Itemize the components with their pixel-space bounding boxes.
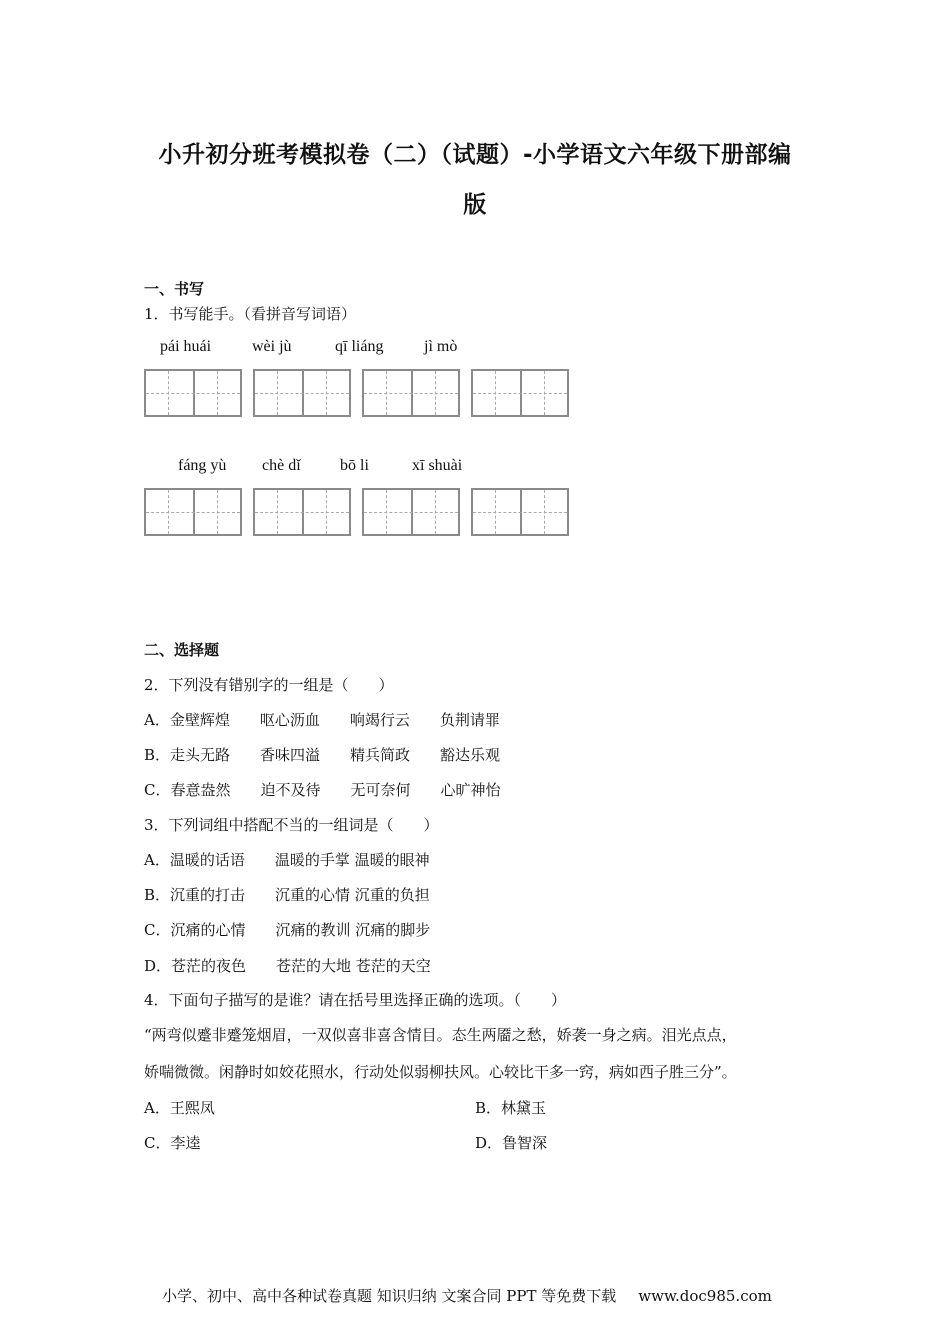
pinyin-8: xī shuài (412, 457, 463, 474)
question-2-option-c[interactable]: C．春意盎然 迫不及待 无可奈何 心旷神怡 (144, 781, 501, 799)
pinyin-6: chè dǐ (262, 457, 301, 474)
pinyin-5: fáng yù (178, 457, 227, 474)
question-2-option-a[interactable]: A．金壁辉煌 呕心沥血 响竭行云 负荆请罪 (144, 711, 500, 729)
writing-grid-1[interactable] (144, 369, 242, 417)
question-3-option-b[interactable]: B．沉重的打击 沉重的心情 沉重的负担 (144, 886, 430, 904)
writing-grid-2[interactable] (253, 369, 351, 417)
writing-grid-3[interactable] (362, 369, 460, 417)
writing-grid-8[interactable] (471, 488, 569, 536)
question-3-option-d[interactable]: D．苍茫的夜色 苍茫的大地 苍茫的天空 (144, 957, 431, 975)
question-2-stem: 2．下列没有错别字的一组是（ ） (144, 676, 394, 694)
pinyin-7: bō li (340, 457, 369, 474)
question-1-stem: 1．书写能手。（看拼音写词语） (144, 305, 357, 323)
question-4-option-d[interactable]: D．鲁智深 (475, 1134, 548, 1152)
page-footer (162, 1285, 772, 1306)
writing-grid-5[interactable] (144, 488, 242, 536)
pinyin-3: qī liáng (335, 338, 384, 355)
page-title-line2: 版 (463, 192, 487, 218)
writing-grid-6[interactable] (253, 488, 351, 536)
question-4-quote-line2: 娇喘微微。闲静时如姣花照水，行动处似弱柳扶风。心较比干多一窍，病如西子胜三分”。 (144, 1063, 737, 1081)
question-4-option-b[interactable]: B．林黛玉 (475, 1099, 547, 1117)
footer-url[interactable]: www.doc985.com (638, 1287, 772, 1305)
footer-text: 小学、初中、高中各种试卷真题 知识归纳 文案合同 PPT 等免费下载 (162, 1287, 617, 1305)
page-title-line1: 小升初分班考模拟卷（二）（试题）-小学语文六年级下册部编 (158, 142, 792, 168)
writing-grid-4[interactable] (471, 369, 569, 417)
question-3-option-c[interactable]: C．沉痛的心情 沉痛的教训 沉痛的脚步 (144, 921, 431, 939)
section2-heading: 二、选择题 (144, 641, 220, 659)
pinyin-1: pái huái (160, 338, 212, 355)
question-3-option-a[interactable]: A．温暖的话语 温暖的手掌 温暖的眼神 (144, 851, 430, 869)
question-3-stem: 3．下列词组中搭配不当的一组词是（ ） (144, 816, 439, 834)
question-4-quote-line1: “两弯似蹙非蹙笼烟眉，一双似喜非喜含情目。态生两靥之愁，娇袭一身之病。泪光点点， (144, 1026, 737, 1044)
pinyin-2: wèi jù (252, 338, 292, 355)
question-4-option-a[interactable]: A．王熙凤 (144, 1099, 215, 1117)
question-4-option-c[interactable]: C．李逵 (144, 1134, 201, 1152)
question-2-option-b[interactable]: B．走头无路 香味四溢 精兵简政 豁达乐观 (144, 746, 501, 764)
pinyin-4: jì mò (424, 338, 458, 355)
writing-grid-7[interactable] (362, 488, 460, 536)
question-4-stem: 4．下面句子描写的是谁？请在括号里选择正确的选项。（ ） (144, 991, 567, 1009)
section1-heading: 一、书写 (144, 280, 205, 298)
